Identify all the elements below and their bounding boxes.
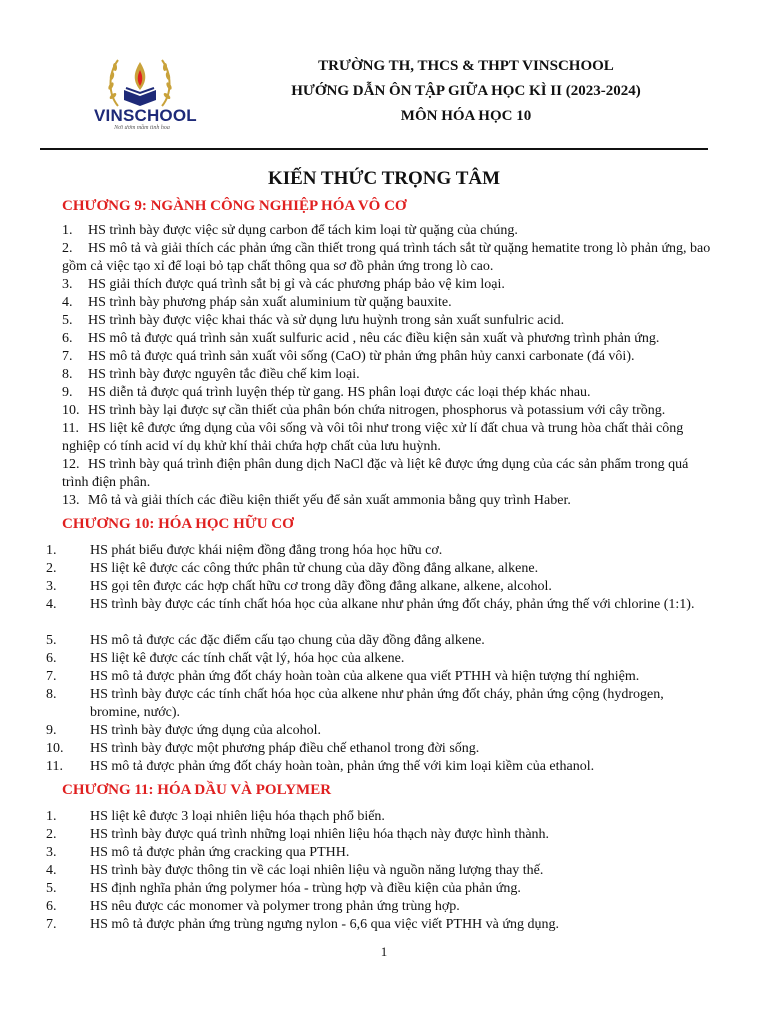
list-item [46,542,714,560]
list-item [46,862,714,880]
item-number: 10. [62,403,80,418]
item-text: HS trình bày quá trình điện phân dung dịch NaCl đặc và liệt kê được ứng dụng của các sản phẩm trong quá trình điện phân. [62,457,689,490]
list-item [46,722,714,740]
item-text: HS trình bày được việc khai thác và sử dụng lưu huỳnh trong sản xuất sunfulric acid. [88,313,565,328]
item-number: 7. [46,669,57,684]
item-number: 13. [62,493,80,508]
item-text: HS liệt kê được các tính chất vật lý, hóa học của alkene. [90,651,405,666]
guide-title: HƯỚNG DẪN ÔN TẬP GIỮA HỌC KÌ II (2023-2024) [291,83,641,99]
item-text: HS trình bày được quá trình những loại nhiên liệu hóa thạch này được hình thành. [90,827,550,842]
list-item [46,740,714,758]
item-number: 6. [46,651,57,666]
list-item [62,456,714,492]
item-text: HS mô tả được quá trình sản xuất vôi sống (CaO) từ phản ứng phân hủy canxi carbonate (đá vôi). [88,349,635,364]
list-item [62,330,714,348]
list-item [62,384,714,402]
logo-wordmark: VINSCHOOL [94,106,197,125]
list-item [46,758,714,776]
list-item [46,844,714,862]
item-number: 2. [62,241,73,256]
item-number: 7. [62,349,73,364]
list-item [62,420,714,456]
list-item [62,240,714,276]
page-number: 1 [380,944,388,959]
item-text: HS định nghĩa phản ứng polymer hóa - trùng hợp và điều kiện của phản ứng. [90,881,521,896]
page-header [0,0,768,150]
item-number: 4. [62,295,73,310]
chapter-10-heading: CHƯƠNG 10: HÓA HỌC HỮU CƠ [62,516,294,532]
list-item [62,402,714,420]
item-text: HS mô tả được quá trình sản xuất sulfuric acid , nêu các điều kiện sản xuất và phương trình phản ứng. [88,331,660,346]
header-title-block [256,54,676,129]
list-item [46,632,714,650]
item-number: 8. [62,367,73,382]
item-text: HS nêu được các monomer và polymer trong phản ứng trùng hợp. [90,899,460,914]
item-text: HS trình bày lại được sự cần thiết của phân bón chứa nitrogen, phosphorus và potassium với cây trồng. [88,403,666,418]
chapter-11-heading: CHƯƠNG 11: HÓA DẦU VÀ POLYMER [62,782,332,798]
item-number: 5. [46,881,57,896]
item-text: HS mô tả được phản ứng trùng ngưng nylon - 6,6 qua việc viết PTHH và ứng dụng. [90,917,559,932]
item-text: HS mô tả được phản ứng đốt cháy hoàn toàn, phản ứng thế với kim loại kiềm của ethanol. [90,759,595,774]
item-number: 9. [62,385,73,400]
school-name: TRƯỜNG TH, THCS & THPT VINSCHOOL [318,58,614,74]
item-text: HS diễn tả được quá trình luyện thép từ gang. HS phân loại được các loại thép khác nhau. [88,385,591,400]
item-text: HS trình bày được ứng dụng của alcohol. [90,723,321,738]
item-number: 6. [62,331,73,346]
item-text: HS trình bày được các tính chất hóa học của alkene như phản ứng đốt cháy, phản ứng cộng (hydrogen, bromine, nước). [90,687,664,720]
list-item [46,668,714,686]
list-item [46,808,714,826]
item-text: HS trình bày được các tính chất hóa học của alkane như phản ứng đốt cháy, phản ứng thế với chlorine (1:1). [90,597,695,612]
item-number: 1. [46,809,57,824]
list-item [46,916,714,934]
item-number: 8. [46,687,57,702]
header-divider [40,148,708,150]
item-text: HS trình bày được nguyên tắc điều chế kim loại. [88,367,360,382]
document-title: KIẾN THỨC TRỌNG TÂM [267,168,501,189]
item-number: 7. [46,917,57,932]
list-item [46,898,714,916]
list-item [62,222,714,240]
item-number: 11. [46,759,63,774]
item-text: HS liệt kê được ứng dụng của vôi sống và vôi tôi như trong việc xử lí đất chua và trung hòa chất thải công nghiệp có tính acid ví dụ khử khí thải chứa hợp chất của lưu huỳnh. [62,421,684,454]
list-item [62,366,714,384]
item-number: 9. [46,723,57,738]
item-text: Mô tả và giải thích các điều kiện thiết yếu để sản xuất ammonia bằng quy trình Haber. [88,493,571,508]
item-number: 11. [62,421,79,436]
subject-title: MÔN HÓA HỌC 10 [400,108,532,124]
item-number: 3. [46,579,57,594]
item-number: 6. [46,899,57,914]
item-number: 3. [46,845,57,860]
item-number: 5. [62,313,73,328]
item-number: 10. [46,741,64,756]
item-number: 4. [46,597,57,612]
item-text: HS mô tả và giải thích các phản ứng cần thiết trong quá trình tách sắt từ quặng hematite trong lò phản ứng, bao gồm cả việc tạo xỉ để loại bỏ tạp chất thông qua sơ đồ phản ứng trong lò cao. [62,241,711,274]
item-number: 2. [46,827,57,842]
item-text: HS giải thích được quá trình sắt bị gỉ và các phương pháp bảo vệ kim loại. [88,277,505,292]
item-text: HS phát biểu được khái niệm đồng đẳng trong hóa học hữu cơ. [90,543,443,558]
item-text: HS mô tả được phản ứng đốt cháy hoàn toàn của alkene qua viết PTHH và hiện tượng thí nghiệm. [90,669,640,684]
item-text: HS trình bày phương pháp sản xuất aluminium từ quặng bauxite. [88,295,452,310]
list-item [62,492,714,510]
item-text: HS trình bày được việc sử dụng carbon để tách kim loại từ quặng của chúng. [88,223,518,238]
item-number: 2. [46,561,57,576]
item-number: 1. [46,543,57,558]
item-text: HS mô tả được các đặc điểm cấu tạo chung của dãy đồng đẳng alkene. [90,633,485,648]
list-item [46,596,714,614]
chapter-9-heading: CHƯƠNG 9: NGÀNH CÔNG NGHIỆP HÓA VÔ CƠ [62,198,407,214]
item-number: 12. [62,457,80,472]
list-item [46,650,714,668]
item-text: HS trình bày được thông tin về các loại nhiên liệu và nguồn năng lượng thay thế. [90,863,544,878]
list-item [46,826,714,844]
list-item [62,312,714,330]
list-item [62,348,714,366]
item-text: HS gọi tên được các hợp chất hữu cơ trong dãy đồng đẳng alkane, alkene, alcohol. [90,579,552,594]
item-number: 3. [62,277,73,292]
item-number: 5. [46,633,57,648]
list-item [62,294,714,312]
item-number: 4. [46,863,57,878]
list-item [46,578,714,596]
list-item [46,686,714,722]
vinschool-logo-icon [104,50,176,112]
logo-tagline: Nơi ươm mầm tinh hoa [114,125,170,131]
item-text: HS mô tả được phản ứng cracking qua PTHH. [90,845,350,860]
item-text: HS liệt kê được 3 loại nhiên liệu hóa thạch phổ biến. [90,809,385,824]
list-item [62,276,714,294]
item-text: HS liệt kê được các công thức phân tử chung của dãy đồng đẳng alkane, alkene. [90,561,539,576]
list-item [46,880,714,898]
item-text: HS trình bày được một phương pháp điều chế ethanol trong đời sống. [90,741,480,756]
list-item [46,560,714,578]
item-number: 1. [62,223,73,238]
